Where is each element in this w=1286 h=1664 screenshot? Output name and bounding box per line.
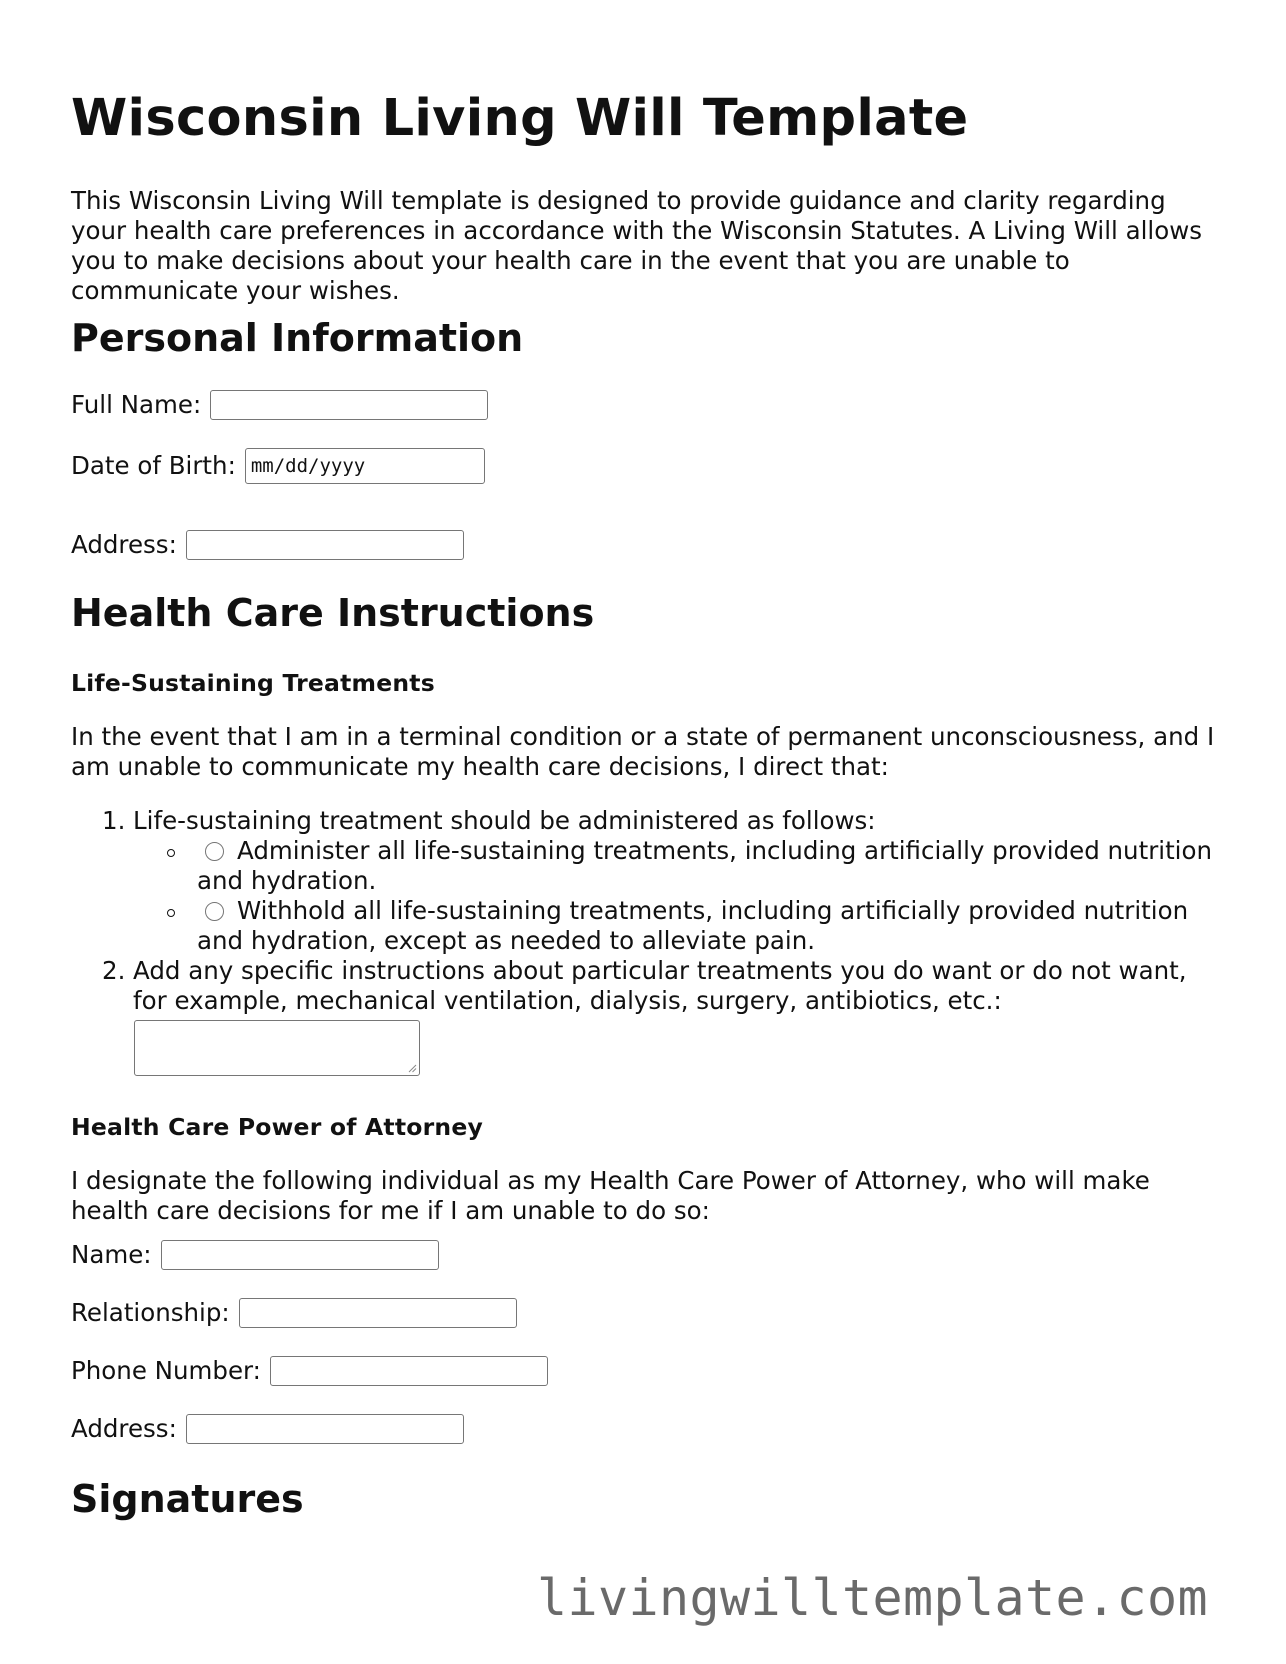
specific-instructions-textarea[interactable] (134, 1020, 420, 1076)
poa-name-row (71, 1240, 439, 1270)
poa-address-row (71, 1414, 464, 1444)
item-2-number: 2. (102, 956, 126, 985)
poa-phone-label: Phone Number: (71, 1356, 261, 1385)
full-name-input[interactable] (210, 390, 488, 420)
intro-paragraph: This Wisconsin Living Will template is designed to provide guidance and clarity regarding your health care preferences in accordance with the Wisconsin Statutes. A Living Will allows you to make decisions about your health care in the event that you are unable to communicate your wishes. (71, 186, 1203, 305)
option-administer (71, 836, 1221, 896)
poa-address-label: Address: (71, 1414, 177, 1443)
date-of-birth-row (71, 448, 485, 484)
poa-relationship-label: Relationship: (71, 1298, 230, 1327)
address-input[interactable] (186, 530, 464, 560)
poa-relationship-row (71, 1298, 517, 1328)
watermark-text: livingwilltemplate.com (537, 1569, 1209, 1627)
treatment-list (71, 806, 1221, 1016)
option-withhold (71, 896, 1221, 956)
full-name-label: Full Name: (71, 390, 202, 419)
power-of-attorney-intro: I designate the following individual as my Health Care Power of Attorney, who will make health care decisions for me if I am unable to do so: (71, 1166, 1150, 1225)
poa-address-input[interactable] (186, 1414, 464, 1444)
poa-name-input[interactable] (161, 1240, 439, 1270)
treatment-list-item-1 (71, 806, 1221, 836)
treatment-list-item-2 (71, 956, 1221, 1016)
date-of-birth-label: Date of Birth: (71, 451, 236, 480)
address-row (71, 530, 464, 560)
bullet-icon (167, 909, 175, 917)
bullet-icon (167, 849, 175, 857)
item-2-text: Add any specific instructions about particular treatments you do want or do not want, for example, mechanical ventilation, dialysis, surgery, antibiotics, etc.: (133, 956, 1187, 1015)
poa-relationship-input[interactable] (239, 1298, 517, 1328)
poa-name-label: Name: (71, 1240, 152, 1269)
withhold-radio[interactable] (205, 902, 224, 921)
option-administer-text: Administer all life-sustaining treatments, including artificially provided nutrition and hydration. (197, 836, 1212, 895)
item-1-text: Life-sustaining treatment should be administered as follows: (133, 806, 876, 835)
power-of-attorney-subheading: Health Care Power of Attorney (71, 1113, 483, 1141)
poa-phone-row (71, 1356, 548, 1386)
health-care-instructions-heading: Health Care Instructions (71, 591, 595, 635)
signatures-heading: Signatures (71, 1477, 304, 1521)
page-title: Wisconsin Living Will Template (71, 89, 969, 148)
administer-radio[interactable] (205, 842, 224, 861)
personal-information-heading: Personal Information (71, 316, 524, 360)
life-sustaining-subheading: Life-Sustaining Treatments (71, 669, 435, 697)
item-1-number: 1. (102, 806, 126, 835)
life-sustaining-intro: In the event that I am in a terminal condition or a state of permanent unconsciousness, and I am unable to communicate my health care decisions, I direct that: (71, 722, 1215, 781)
address-label: Address: (71, 530, 177, 559)
poa-phone-input[interactable] (270, 1356, 548, 1386)
date-of-birth-input[interactable]: mm/dd/yyyy (245, 448, 485, 484)
option-withhold-text: Withhold all life-sustaining treatments, including artificially provided nutrition and hydration, except as needed to alleviate pain. (197, 896, 1189, 955)
full-name-row (71, 390, 488, 420)
resize-grip-icon[interactable] (407, 1063, 417, 1073)
